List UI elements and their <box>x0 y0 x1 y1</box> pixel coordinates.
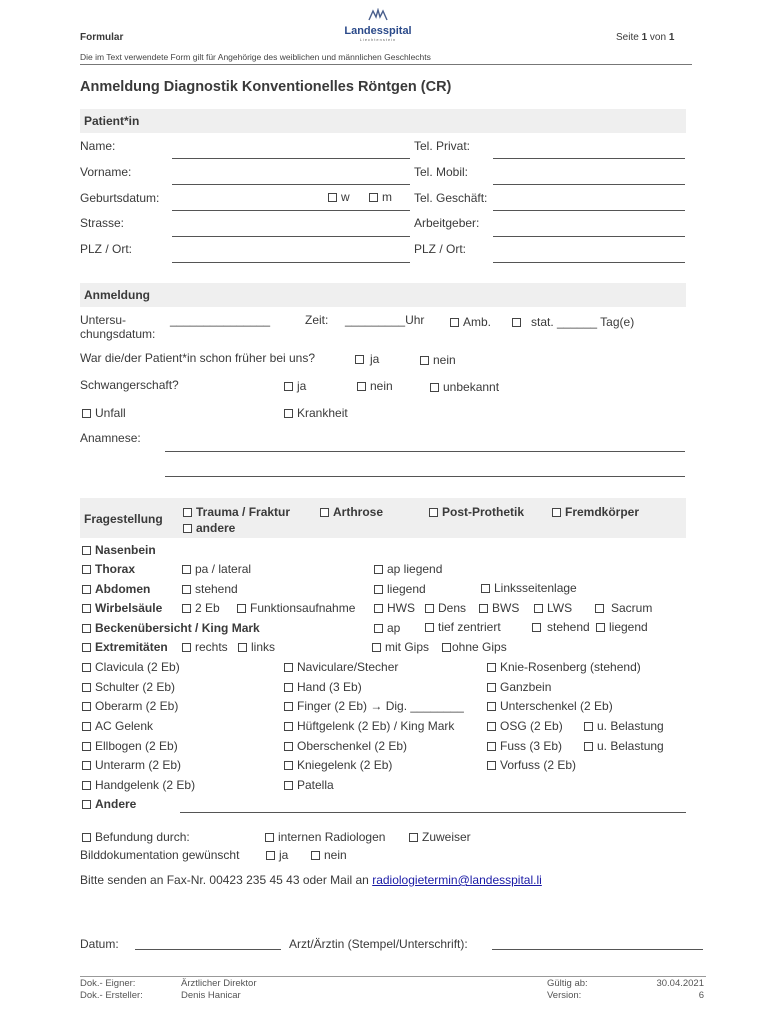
andere-exam-field[interactable] <box>180 812 686 813</box>
checkbox-icon <box>481 584 490 593</box>
checkbox-icon <box>182 565 191 574</box>
logo-mark-icon <box>367 8 389 22</box>
exam-option-label: OSG (2 Eb) <box>500 719 563 733</box>
becken-label: Beckenübersicht / King Mark <box>95 621 260 635</box>
fragestellung-section-title: Fragestellung <box>84 512 163 526</box>
unfall-label: Unfall <box>95 406 126 420</box>
checkbox-icon <box>595 604 604 613</box>
zeit-label: Zeit: <box>305 313 329 327</box>
checkbox-icon <box>284 781 293 790</box>
checkbox-icon <box>487 742 496 751</box>
rechts-label: rechts <box>195 640 228 654</box>
exam-option-label: Knie-Rosenberg (stehend) <box>500 660 641 674</box>
ohne-gips-label: ohne Gips <box>452 640 507 654</box>
exam-option[interactable] <box>487 680 551 694</box>
exam-option-label: Hüftgelenk (2 Eb) / King Mark <box>297 719 455 733</box>
arzt-label: Arzt/Ärztin (Stempel/Unterschrift): <box>289 937 468 951</box>
footer-gueltig-value: 30.04.2021 <box>656 978 704 989</box>
checkbox-icon <box>266 851 275 860</box>
checkbox-icon <box>487 702 496 711</box>
hws-checkbox[interactable] <box>374 601 415 615</box>
mit-gips-checkbox[interactable] <box>372 640 429 654</box>
krankheit-label: Krankheit <box>297 406 348 420</box>
tel-mobil-label: Tel. Mobil: <box>414 165 469 179</box>
anamnese-label: Anamnese: <box>80 431 141 445</box>
osg-belastung-label: u. Belastung <box>597 719 664 733</box>
exam-option-label: Patella <box>297 778 334 792</box>
checkbox-icon <box>284 742 293 751</box>
footer-eigner-value: Ärztlicher Direktor <box>181 978 257 989</box>
page-title: Anmeldung Diagnostik Konventionelles Röntgen (CR) <box>80 79 452 95</box>
arbeitgeber-field[interactable] <box>493 236 685 237</box>
becken-checkbox[interactable] <box>82 621 260 635</box>
andere-exam-label: Andere <box>95 797 137 811</box>
abdomen-stehend-label: stehend <box>195 582 238 596</box>
checkbox-icon <box>532 623 541 632</box>
tel-privat-field[interactable] <box>493 158 685 159</box>
exam-option-label: Schulter (2 Eb) <box>95 680 176 694</box>
checkbox-icon <box>284 409 293 418</box>
page-prefix: Seite <box>616 32 639 43</box>
checkbox-icon <box>284 722 293 731</box>
checkbox-icon <box>284 663 293 672</box>
exam-option[interactable] <box>487 758 576 772</box>
footer-version-label: Version: <box>547 990 582 1001</box>
plz-ort-field[interactable] <box>172 262 410 263</box>
sacrum-checkbox[interactable] <box>595 601 652 615</box>
checkbox-icon <box>374 624 383 633</box>
checkbox-icon <box>374 585 383 594</box>
frueher-ja-checkbox[interactable] <box>355 352 379 366</box>
exam-option[interactable] <box>284 719 454 733</box>
exam-option-label: Unterarm (2 Eb) <box>95 758 182 772</box>
exam-option-label: Handgelenk (2 Eb) <box>95 778 196 792</box>
checkbox-icon <box>82 683 91 692</box>
checkbox-icon <box>320 508 329 517</box>
exam-option-label: Ganzbein <box>500 680 552 694</box>
checkbox-icon <box>82 761 91 770</box>
funktionsaufnahme-checkbox[interactable] <box>237 601 355 615</box>
checkbox-icon <box>584 742 593 751</box>
checkbox-icon <box>430 383 439 392</box>
header-divider <box>80 64 692 65</box>
checkbox-icon <box>82 722 91 731</box>
hws-label: HWS <box>387 601 415 615</box>
schwanger-nein-label: nein <box>370 379 393 393</box>
exam-option[interactable] <box>487 660 641 674</box>
name-label: Name: <box>80 139 116 153</box>
checkbox-icon <box>82 585 91 594</box>
geburtsdatum-field[interactable] <box>172 210 410 211</box>
footer-ersteller-label: Dok.- Ersteller: <box>80 990 143 1001</box>
footer-gueltig-label: Gültig ab: <box>547 978 588 989</box>
befundung-label: Befundung durch: <box>95 830 190 844</box>
schwanger-unbekannt-checkbox[interactable] <box>430 380 499 394</box>
anamnese-field-1[interactable] <box>165 451 685 452</box>
exam-option[interactable] <box>284 778 334 792</box>
trauma-checkbox[interactable] <box>183 505 290 519</box>
schwanger-ja-checkbox[interactable] <box>284 379 306 393</box>
checkbox-icon <box>534 604 543 613</box>
checkbox-icon <box>237 604 246 613</box>
exam-option-label: Vorfuss (2 Eb) <box>500 758 577 772</box>
page-total: 1 <box>668 32 675 43</box>
anmeldung-section-title: Anmeldung <box>84 288 150 302</box>
checkbox-icon <box>82 702 91 711</box>
unfall-checkbox[interactable] <box>82 406 126 420</box>
anamnese-field-2[interactable] <box>165 476 685 477</box>
plz-ort-label: PLZ / Ort: <box>80 242 133 256</box>
exam-option-label: Hand (3 Eb) <box>297 680 362 694</box>
page-sep: von <box>649 32 667 43</box>
frueher-nein-checkbox[interactable] <box>420 353 456 367</box>
bilddoku-ja-checkbox[interactable] <box>266 848 288 862</box>
form-label: Formular <box>80 32 124 43</box>
datum-label: Datum: <box>80 937 119 951</box>
checkbox-icon <box>182 643 191 652</box>
exam-option[interactable] <box>284 699 464 713</box>
tel-privat-label: Tel. Privat: <box>414 139 471 153</box>
checkbox-icon <box>450 318 459 327</box>
checkbox-icon <box>420 356 429 365</box>
datum-field[interactable] <box>135 949 281 950</box>
tel-geschaeft-field[interactable] <box>493 210 685 211</box>
frueher-ja-label: ja <box>370 352 380 366</box>
checkbox-icon <box>372 643 381 652</box>
strasse-field[interactable] <box>172 236 410 237</box>
checkbox-icon <box>182 585 191 594</box>
checkbox-icon <box>82 643 91 652</box>
exam-option[interactable] <box>487 699 613 713</box>
checkbox-icon <box>369 193 378 202</box>
checkbox-icon <box>425 623 434 632</box>
checkbox-icon <box>182 604 191 613</box>
checkbox-icon <box>82 624 91 633</box>
checkbox-icon <box>311 851 320 860</box>
ws-2eb-label: 2 Eb <box>195 601 220 615</box>
checkbox-icon <box>512 318 521 327</box>
intern-radiologen-checkbox[interactable] <box>265 830 385 844</box>
dens-checkbox[interactable] <box>425 601 466 615</box>
arbeitgeber-label: Arbeitgeber: <box>414 216 480 230</box>
checkbox-icon <box>425 604 434 613</box>
logo-sub: Liechtenstein <box>359 37 397 42</box>
untersuchung-date-field[interactable]: _______________ <box>170 313 271 327</box>
intern-radiologen-label: internen Radiologen <box>278 830 386 844</box>
gender-note: Die im Text verwendete Form gilt für Angehörige des weiblichen und männlichen Geschlechts <box>80 52 431 62</box>
linksseitenlage-checkbox[interactable] <box>481 581 577 595</box>
exam-option-label: Clavicula (2 Eb) <box>95 660 180 674</box>
checkbox-icon <box>82 409 91 418</box>
checkbox-icon <box>487 663 496 672</box>
checkbox-icon <box>552 508 561 517</box>
ws-2eb-checkbox[interactable] <box>182 601 220 615</box>
checkbox-icon <box>429 508 438 517</box>
pa-lateral-label: pa / lateral <box>195 562 252 576</box>
wirbelsaeule-checkbox[interactable] <box>82 601 162 615</box>
checkbox-icon <box>82 742 91 751</box>
thorax-label: Thorax <box>95 562 136 576</box>
fuss-belastung-checkbox[interactable] <box>584 739 664 753</box>
exam-option-label: Ellbogen (2 Eb) <box>95 739 178 753</box>
bws-label: BWS <box>492 601 520 615</box>
send-text: Bitte senden an Fax-Nr. 00423 235 45 43 oder Mail an <box>80 873 373 887</box>
exam-option-label: Finger (2 Eb) → Dig. ________ <box>297 699 464 713</box>
trauma-label: Trauma / Fraktur <box>196 505 291 519</box>
ohne-gips-checkbox[interactable] <box>442 640 507 654</box>
checkbox-icon <box>409 833 418 842</box>
links-label: links <box>251 640 276 654</box>
bilddoku-label: Bilddokumentation gewünscht <box>80 848 240 862</box>
wirbelsaeule-label: Wirbelsäule <box>95 601 163 615</box>
exam-option[interactable] <box>82 680 175 694</box>
frueher-nein-label: nein <box>433 353 456 367</box>
checkbox-icon <box>357 382 366 391</box>
fremdkoerper-label: Fremdkörper <box>565 505 640 519</box>
funktionsaufnahme-label: Funktionsaufnahme <box>250 601 356 615</box>
tel-mobil-field[interactable] <box>493 184 685 185</box>
checkbox-icon <box>584 722 593 731</box>
abdomen-liegend-checkbox[interactable] <box>374 582 426 596</box>
exam-option[interactable] <box>82 778 195 792</box>
befundung-checkbox[interactable] <box>82 830 190 844</box>
osg-belastung-checkbox[interactable] <box>584 719 664 733</box>
checkbox-icon <box>284 382 293 391</box>
logo-name: Landesspital <box>344 25 412 37</box>
stat-checkbox[interactable] <box>512 315 634 329</box>
exam-option[interactable] <box>284 739 407 753</box>
checkbox-icon <box>442 643 451 652</box>
logo <box>338 8 418 42</box>
patient-section-band <box>80 109 686 133</box>
schwanger-nein-checkbox[interactable] <box>357 379 393 393</box>
anmeldung-section-band <box>80 283 686 307</box>
fuss-belastung-label: u. Belastung <box>597 739 664 753</box>
gender-m-checkbox[interactable] <box>369 190 392 204</box>
plz-ort-right-label: PLZ / Ort: <box>414 242 467 256</box>
becken-ap-checkbox[interactable] <box>374 621 400 635</box>
checkbox-icon <box>479 604 488 613</box>
fremdkoerper-checkbox[interactable] <box>552 505 639 519</box>
geburtsdatum-label: Geburtsdatum: <box>80 191 160 205</box>
exam-option[interactable] <box>82 699 178 713</box>
post-prothetik-checkbox[interactable] <box>429 505 524 519</box>
linksseitenlage-label: Linksseitenlage <box>494 581 577 595</box>
links-checkbox[interactable] <box>238 640 275 654</box>
checkbox-icon <box>82 663 91 672</box>
exam-option[interactable] <box>82 739 178 753</box>
checkbox-icon <box>487 683 496 692</box>
exam-option[interactable] <box>487 719 563 733</box>
krankheit-checkbox[interactable] <box>284 406 348 420</box>
amb-label: Amb. <box>463 315 492 329</box>
tel-geschaeft-label: Tel. Geschäft: <box>414 191 488 205</box>
checkbox-icon <box>487 722 496 731</box>
andere-frage-checkbox[interactable] <box>183 521 235 535</box>
becken-liegend-checkbox[interactable] <box>596 620 648 634</box>
zuweiser-checkbox[interactable] <box>409 830 471 844</box>
exam-option-label: Naviculare/Stecher <box>297 660 399 674</box>
patient-section-title: Patient*in <box>84 114 140 128</box>
arthrose-checkbox[interactable] <box>320 505 383 519</box>
vorname-label: Vorname: <box>80 165 132 179</box>
footer-eigner-label: Dok.- Eigner: <box>80 978 136 989</box>
checkbox-icon <box>238 643 247 652</box>
checkbox-icon <box>355 355 364 364</box>
becken-ap-label: ap <box>387 621 401 635</box>
pa-lateral-checkbox[interactable] <box>182 562 251 576</box>
footer-version-value: 6 <box>698 990 704 1001</box>
bilddoku-nein-checkbox[interactable] <box>311 848 347 862</box>
bilddoku-nein-label: nein <box>324 848 347 862</box>
extremitaeten-checkbox[interactable] <box>82 640 168 654</box>
checkbox-icon <box>82 800 91 809</box>
schwanger-unbekannt-label: unbekannt <box>443 380 500 394</box>
checkbox-icon <box>82 833 91 842</box>
checkbox-icon <box>82 546 91 555</box>
send-instruction <box>80 873 542 887</box>
exam-option-label: Oberschenkel (2 Eb) <box>297 739 408 753</box>
amb-checkbox[interactable] <box>450 315 491 329</box>
gender-w-label: w <box>341 190 350 204</box>
name-field[interactable] <box>172 158 410 159</box>
becken-liegend-label: liegend <box>609 620 648 634</box>
lws-checkbox[interactable] <box>534 601 572 615</box>
post-prothetik-label: Post-Prothetik <box>442 505 525 519</box>
andere-exam-checkbox[interactable] <box>82 797 136 811</box>
abdomen-checkbox[interactable] <box>82 582 150 596</box>
nasenbein-label: Nasenbein <box>95 543 156 557</box>
lws-label: LWS <box>547 601 573 615</box>
exam-option[interactable] <box>82 660 180 674</box>
checkbox-icon <box>374 604 383 613</box>
untersuchung-label-1: Untersu- <box>80 313 127 327</box>
exam-option[interactable] <box>284 680 362 694</box>
gender-w-checkbox[interactable] <box>328 190 350 204</box>
exam-option-label: Kniegelenk (2 Eb) <box>297 758 393 772</box>
sacrum-label: Sacrum <box>611 601 653 615</box>
abdomen-stehend-checkbox[interactable] <box>182 582 238 596</box>
checkbox-icon <box>183 508 192 517</box>
ap-liegend-label: ap liegend <box>387 562 443 576</box>
exam-option[interactable] <box>284 758 392 772</box>
exam-option[interactable] <box>284 660 398 674</box>
becken-stehend-label: stehend <box>547 620 590 634</box>
becken-stehend-checkbox[interactable] <box>532 620 590 634</box>
abdomen-liegend-label: liegend <box>387 582 426 596</box>
footer-divider <box>80 976 706 977</box>
checkbox-icon <box>284 702 293 711</box>
tief-zentriert-label: tief zentriert <box>438 620 501 634</box>
checkbox-icon <box>487 761 496 770</box>
exam-option-label: Fuss (3 Eb) <box>500 739 563 753</box>
gender-m-label: m <box>382 190 392 204</box>
exam-option[interactable] <box>82 758 181 772</box>
arthrose-label: Arthrose <box>333 505 384 519</box>
tief-zentriert-checkbox[interactable] <box>425 620 501 634</box>
bilddoku-ja-label: ja <box>279 848 289 862</box>
bws-checkbox[interactable] <box>479 601 519 615</box>
checkbox-icon <box>265 833 274 842</box>
dens-label: Dens <box>438 601 467 615</box>
zuweiser-label: Zuweiser <box>422 830 471 844</box>
extremitaeten-label: Extremitäten <box>95 640 168 654</box>
schwanger-ja-label: ja <box>297 379 307 393</box>
ap-liegend-checkbox[interactable] <box>374 562 442 576</box>
checkbox-icon <box>596 623 605 632</box>
abdomen-label: Abdomen <box>95 582 151 596</box>
untersuchung-label-2: chungsdatum: <box>80 327 156 341</box>
exam-option-label: Oberarm (2 Eb) <box>95 699 179 713</box>
stat-label: stat. ______ Tag(e) <box>531 315 635 329</box>
checkbox-icon <box>284 683 293 692</box>
checkbox-icon <box>328 193 337 202</box>
checkbox-icon <box>183 524 192 533</box>
plz-ort-right-field[interactable] <box>493 262 685 263</box>
schwanger-label: Schwangerschaft? <box>80 378 179 392</box>
exam-option[interactable] <box>487 739 562 753</box>
page-number <box>616 32 674 43</box>
exam-option-label: Unterschenkel (2 Eb) <box>500 699 613 713</box>
strasse-label: Strasse: <box>80 216 125 230</box>
mail-link[interactable]: radiologietermin@landesspital.li <box>372 873 542 887</box>
exam-option-label: AC Gelenk <box>95 719 154 733</box>
vorname-field[interactable] <box>172 184 410 185</box>
checkbox-icon <box>82 565 91 574</box>
frueher-label: War die/der Patient*in schon früher bei uns? <box>80 351 316 365</box>
exam-option[interactable] <box>82 719 153 733</box>
andere-frage-label: andere <box>196 521 236 535</box>
arzt-signature-field[interactable] <box>492 949 703 950</box>
thorax-checkbox[interactable] <box>82 562 135 576</box>
rechts-checkbox[interactable] <box>182 640 228 654</box>
zeit-field[interactable]: _________Uhr <box>345 313 425 327</box>
checkbox-icon <box>374 565 383 574</box>
checkbox-icon <box>284 761 293 770</box>
footer-ersteller-value: Denis Hanicar <box>181 990 241 1001</box>
nasenbein-checkbox[interactable] <box>82 543 156 557</box>
page-current: 1 <box>641 32 648 43</box>
checkbox-icon <box>82 604 91 613</box>
checkbox-icon <box>82 781 91 790</box>
mit-gips-label: mit Gips <box>385 640 430 654</box>
